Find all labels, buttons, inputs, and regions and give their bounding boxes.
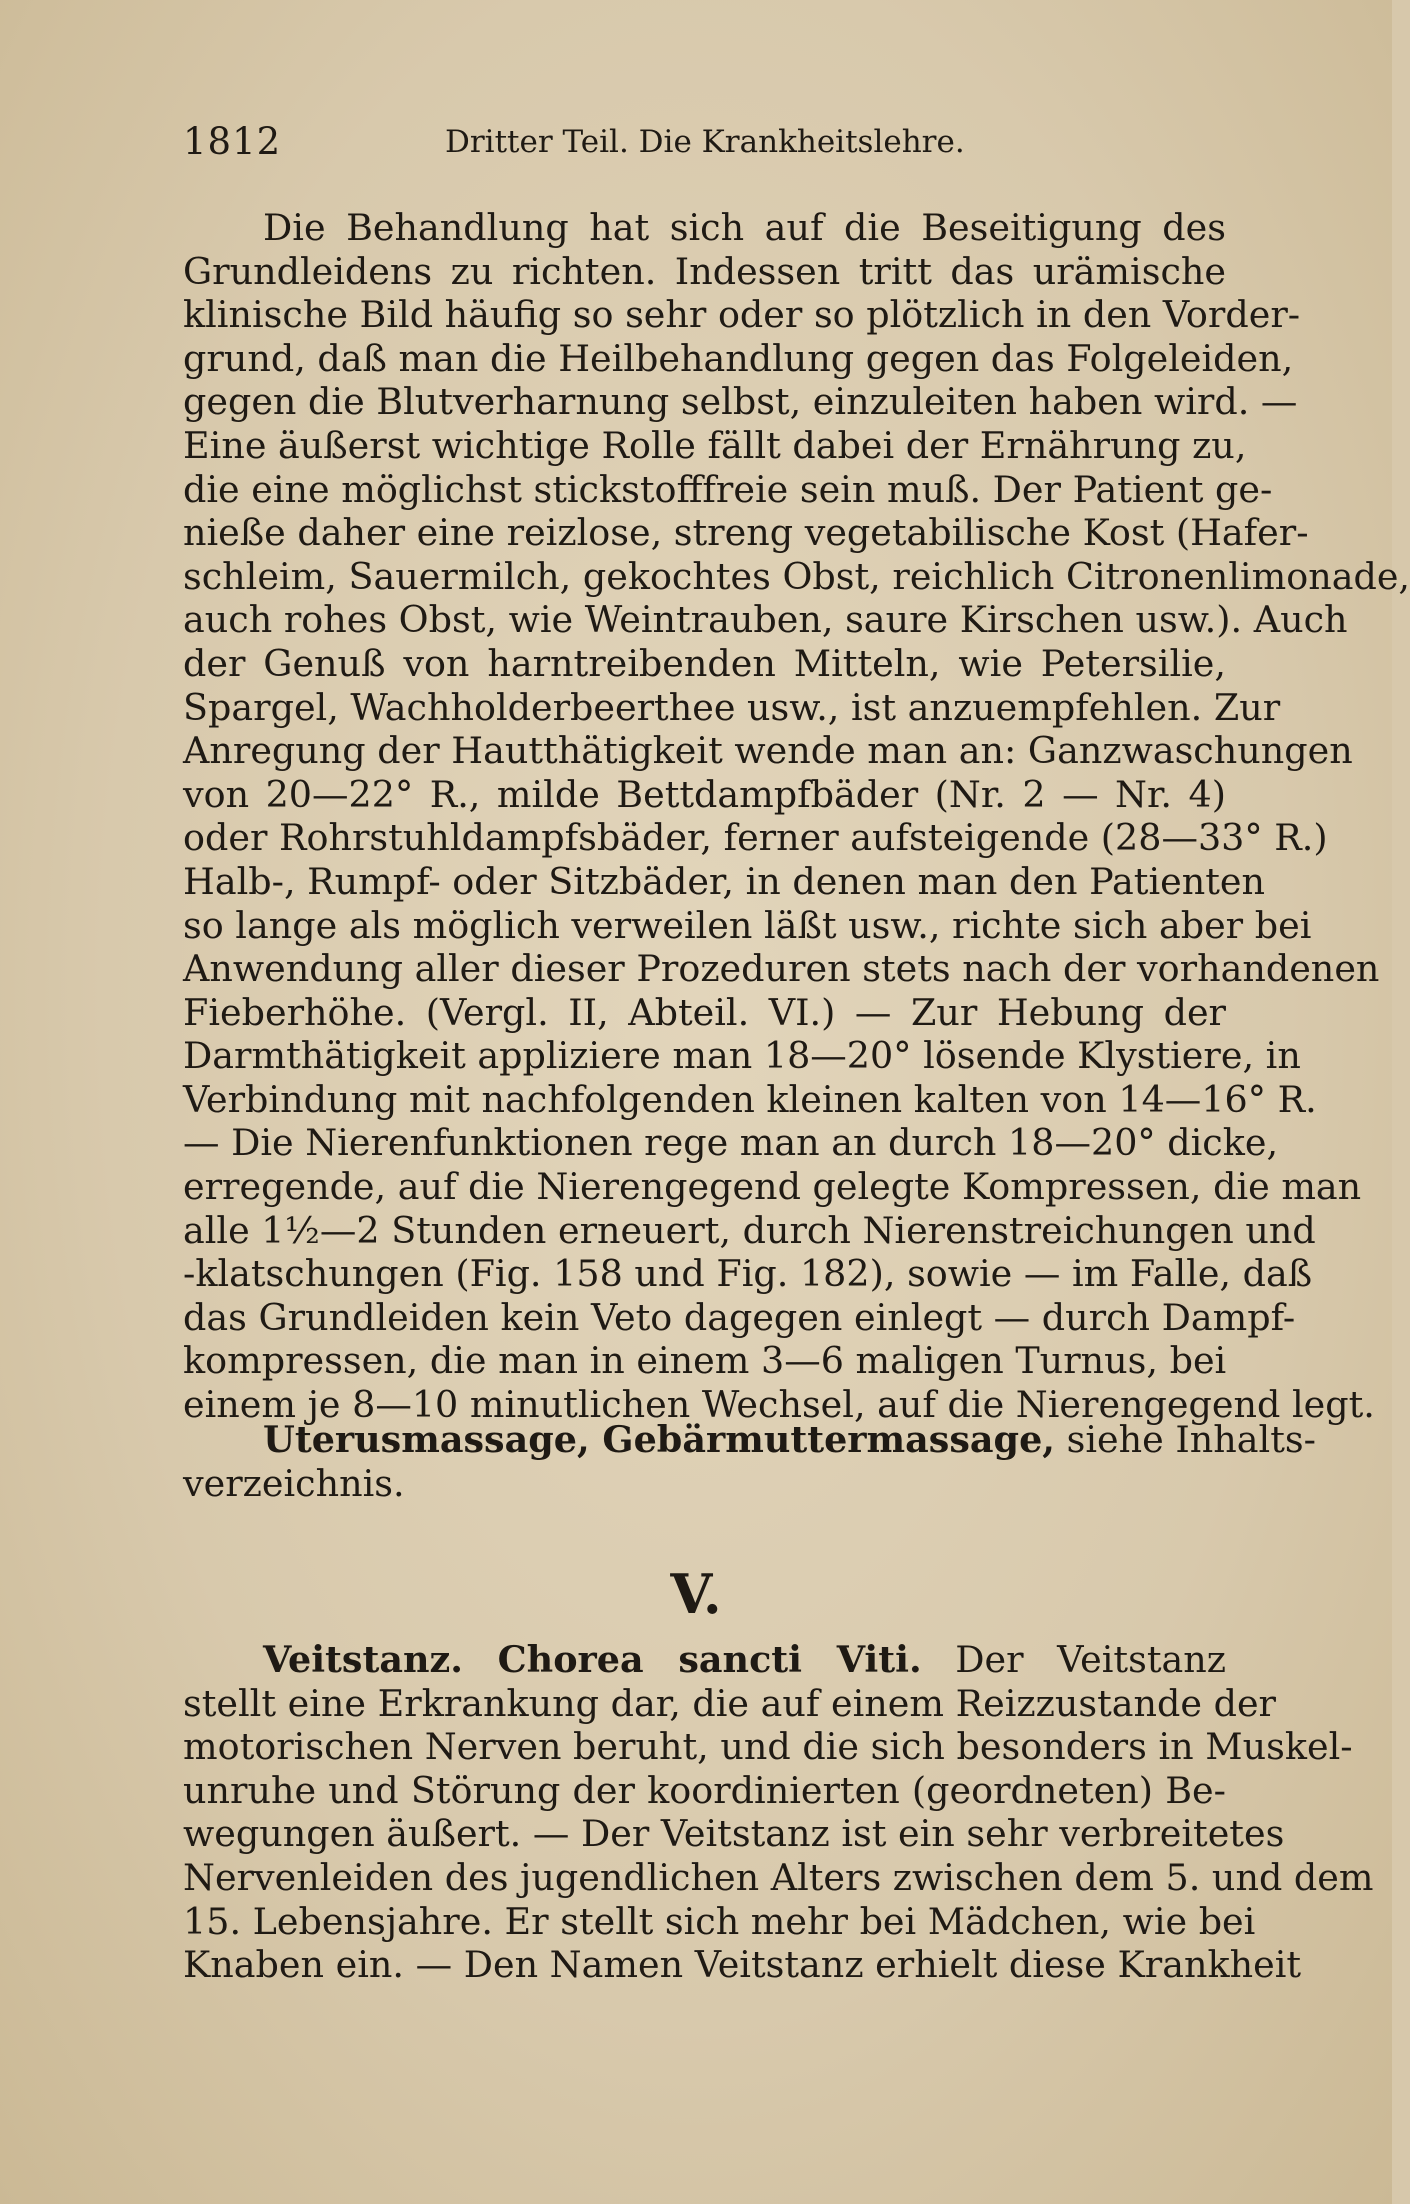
text-line: oder Rohrstuhldampfsbäder, ferner aufsteigende (28—33° R.): [183, 816, 1328, 860]
text-line: Fieberhöhe. (Vergl. II, Abteil. VI.) — Zur Hebung der: [183, 990, 1226, 1034]
text-line: klinische Bild häufig so sehr oder so plötzlich in den Vorder-: [183, 293, 1301, 337]
text-line: alle 1½—2 Stunden erneuert, durch Nierenstreichungen und: [183, 1208, 1316, 1252]
text-line: Knaben ein. — Den Namen Veitstanz erhielt diese Krankheit: [183, 1943, 1302, 1987]
text-line: 15. Lebensjahre. Er stellt sich mehr bei Mädchen, wie bei: [183, 1899, 1256, 1943]
text-line: der Genuß von harntreibenden Mitteln, wie Petersilie,: [183, 641, 1226, 685]
text-line: unruhe und Störung der koordinierten (geordneten) Be-: [183, 1768, 1226, 1812]
text-line: Spargel, Wachholderbeerthee usw., ist anzuempfehlen. Zur: [183, 685, 1281, 729]
section-letter: V.: [670, 1562, 722, 1626]
text-line: Verbindung mit nachfolgenden kleinen kalten von 14—16° R.: [183, 1077, 1317, 1121]
running-head: Dritter Teil. Die Krankheitslehre.: [445, 124, 965, 160]
text-line: auch rohes Obst, wie Weintrauben, saure Kirschen usw.). Auch: [183, 598, 1348, 642]
text-line: verzeichnis.: [183, 1461, 405, 1505]
text-line: Grundleidens zu richten. Indessen tritt das urämische: [183, 249, 1226, 293]
paragraph-treatment: [183, 206, 1410, 1427]
entry-text: siehe Inhalts-: [1066, 1418, 1316, 1461]
text-line: — Die Nierenfunktionen rege man an durch 18—20° dicke,: [183, 1121, 1279, 1165]
text-line: Nervenleiden des jugendlichen Alters zwischen dem 5. und dem: [183, 1855, 1374, 1899]
entry-heading: Veitstanz. Chorea sancti Viti.: [263, 1638, 922, 1681]
text-line: erregende, auf die Nierengegend gelegte Kompressen, die man: [183, 1165, 1362, 1209]
text-line: das Grundleiden kein Veto dagegen einlegt — durch Dampf-: [183, 1295, 1296, 1339]
entry-text: Der Veitstanz: [955, 1638, 1226, 1681]
text-line: [183, 1638, 1226, 1682]
text-line: [183, 1418, 1316, 1462]
paragraph-uterus-massage: [183, 1418, 1316, 1505]
text-line: nieße daher eine reizlose, streng vegetabilische Kost (Hafer-: [183, 511, 1309, 555]
paragraph-chorea: [183, 1638, 1374, 1987]
text-line: Die Behandlung hat sich auf die Beseitigung des: [263, 206, 1226, 249]
text-line: Anwendung aller dieser Prozeduren stets nach der vorhandenen: [183, 947, 1380, 991]
text-line: Halb-, Rumpf- oder Sitzbäder, in denen man den Patienten: [183, 859, 1266, 903]
entry-heading: Uterusmassage, Gebärmuttermassage,: [263, 1418, 1056, 1461]
text-line: stellt eine Erkrankung dar, die auf einem Reizzustande der: [183, 1681, 1276, 1725]
text-line: kompressen, die man in einem 3—6 maligen Turnus, bei: [183, 1339, 1227, 1383]
text-line: von 20—22° R., milde Bettdampfbäder (Nr. 2 — Nr. 4): [183, 772, 1226, 816]
text-line: so lange als möglich verweilen läßt usw., richte sich aber bei: [183, 903, 1312, 947]
text-line: motorischen Nerven beruht, und die sich besonders in Muskel-: [183, 1725, 1353, 1769]
page-header: [183, 120, 1226, 170]
page-number: 1812: [183, 120, 282, 163]
text-line: Darmthätigkeit appliziere man 18—20° lösende Klystiere, in: [183, 1034, 1301, 1078]
text-line: die eine möglichst stickstofffreie sein muß. Der Patient ge-: [183, 467, 1273, 511]
text-line: Anregung der Hautthätigkeit wende man an: Ganzwaschungen: [183, 729, 1353, 773]
text-line: grund, daß man die Heilbehandlung gegen das Folgeleiden,: [183, 336, 1294, 380]
text-line: -klatschungen (Fig. 158 und Fig. 182), sowie — im Falle, daß: [183, 1252, 1313, 1296]
text-line: schleim, Sauermilch, gekochtes Obst, reichlich Citronenlimonade,: [183, 554, 1410, 598]
text-line: Eine äußerst wichtige Rolle fällt dabei der Ernährung zu,: [183, 423, 1247, 467]
text-line: wegungen äußert. — Der Veitstanz ist ein sehr verbreitetes: [183, 1812, 1285, 1856]
text-line: einem je 8—10 minutlichen Wechsel, auf die Nierengegend legt.: [183, 1383, 1375, 1427]
text-line: gegen die Blutverharnung selbst, einzuleiten haben wird. —: [183, 380, 1298, 424]
